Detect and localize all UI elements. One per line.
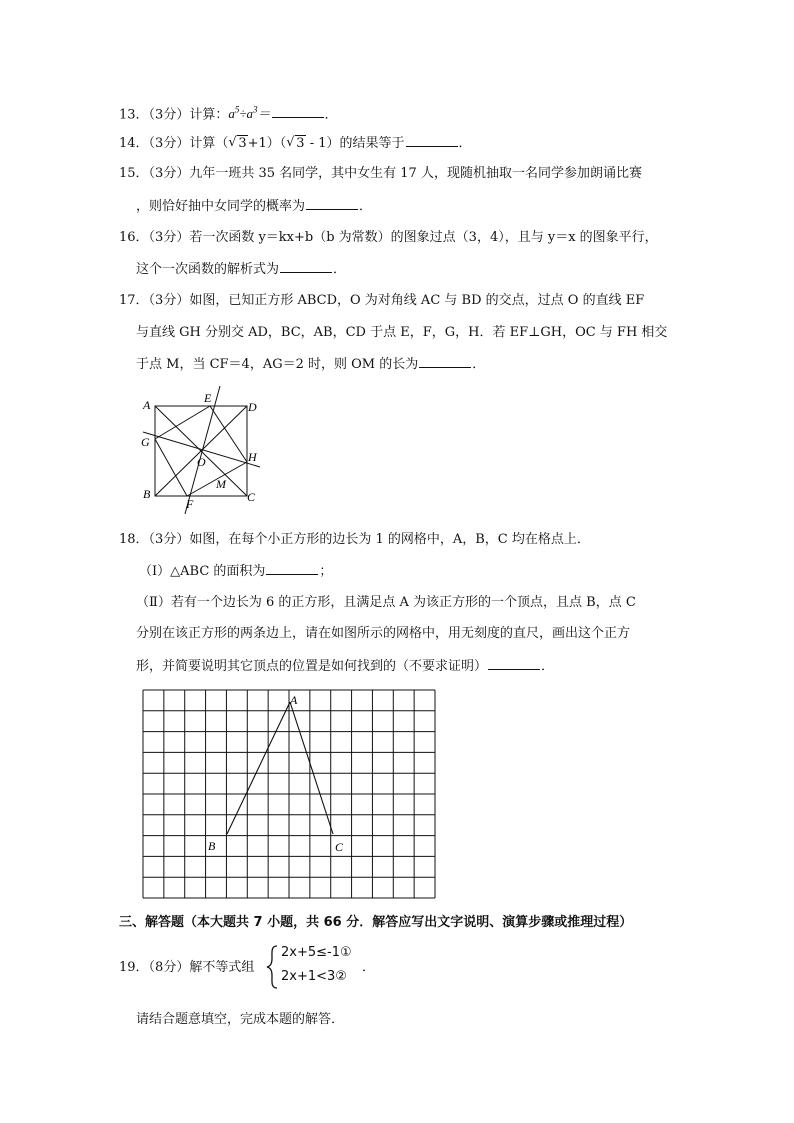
q18-part2-l2: 分别在该正方形的两条边上，请在如图所示的网格中，用无刻度的直尺，画出这个正方	[136, 626, 631, 641]
line-eg	[155, 406, 210, 439]
q18-part2-l3: 形，并简要说明其它顶点的位置是如何找到的（不要求证明）	[136, 659, 488, 674]
q17-answer-blank	[419, 354, 471, 368]
label-F: F	[186, 497, 194, 511]
section-3-heading	[119, 913, 632, 933]
q18-part2-blank	[488, 656, 540, 670]
q18-points: （3分）	[148, 532, 190, 547]
label-G: G	[141, 435, 150, 449]
q18-part1-tail: ；	[319, 564, 333, 579]
question-18	[119, 530, 590, 550]
q14-answer-blank	[406, 133, 458, 147]
q17-line3: 于点 M，当 CF＝4，AG＝2 时，则 OM 的长为	[136, 357, 419, 372]
label-A: A	[290, 693, 298, 707]
segment-ab	[227, 702, 290, 834]
q14-sqrt-2: √ 3	[286, 134, 305, 154]
q13-answer-blank	[272, 104, 324, 118]
question-16-line2	[136, 259, 346, 280]
q16-line2: 这个一次函数的解析式为	[136, 262, 280, 277]
q15-text: 九年一班共 35 名同学，其中女生有 17 人，现随机抽取一名同学参加朗诵比赛	[189, 166, 642, 181]
section-3-title: 三、解答题（本大题共 7 小题，共 66 分．解答应写出文字说明、演算步骤或推理过程）	[119, 915, 633, 930]
question-13	[119, 100, 338, 125]
q17-line1: 如图，已知正方形 ABCD，O 为对角线 AC 与 BD 的交点，过点 O 的直线 EF	[189, 293, 645, 308]
question-15	[119, 164, 642, 184]
q16-number: 16．	[119, 230, 149, 245]
label-H: H	[248, 450, 257, 464]
q19-inequality-1: 2x+5≤-1①	[281, 945, 352, 960]
q13-text: 计算：	[189, 107, 229, 123]
q13-number: 13．	[119, 107, 149, 123]
q18-part1-blank	[266, 561, 318, 575]
q19-number: 19．	[119, 960, 149, 975]
q18-number: 18．	[119, 532, 149, 547]
q16-line1: 若一次函数 y＝kx+b（b 为常数）的图象过点（3，4），且与 y＝x 的图象平行，	[189, 230, 658, 245]
q15-tail: ．	[359, 199, 373, 214]
q18-part2-l1: （Ⅱ）若有一个边长为 6 的正方形，且满足点 A 为该正方形的一个顶点，且点 B，点 C	[136, 595, 636, 610]
q19-points: （8分）	[148, 960, 190, 975]
question-16	[119, 228, 658, 248]
question-15-line2	[136, 196, 372, 217]
label-B: B	[143, 487, 151, 501]
question-18-part2-line3	[136, 656, 554, 677]
label-A: A	[143, 398, 151, 412]
q14-tail: ．	[458, 136, 472, 151]
label-C: C	[335, 840, 344, 854]
q14-pre: 计算（	[189, 136, 229, 151]
q15-number: 15．	[119, 166, 149, 181]
q14-number: 14．	[119, 136, 149, 151]
segment-ac	[290, 702, 333, 834]
figure-17-square-diagram	[135, 384, 270, 520]
q17-tail: ．	[472, 357, 486, 372]
q18-line1: 如图，在每个小正方形的边长为 1 的网格中，A，B，C 均在格点上．	[189, 532, 590, 547]
question-18-part1	[139, 561, 332, 582]
q19-brace	[265, 944, 279, 990]
label-B: B	[208, 839, 216, 853]
q19-note-text: 请结合题意填空，完成本题的解答．	[136, 1012, 345, 1027]
q16-tail: ．	[333, 262, 347, 277]
q15-line2: ，则恰好抽中女同学的概率为	[136, 199, 306, 214]
label-E: E	[204, 391, 212, 405]
q16-answer-blank	[280, 259, 332, 273]
figure-18-grid	[141, 688, 437, 900]
q13-tail: ．	[324, 107, 338, 123]
q17-points: （3分）	[148, 293, 190, 308]
q18-part1-text: （Ⅰ）△ABC 的面积为	[139, 564, 266, 579]
q14-sqrt-1: √ 3	[228, 134, 247, 154]
q16-points: （3分）	[148, 230, 190, 245]
label-M: M	[216, 477, 226, 491]
q19-inequality-2: 2x+1<3②	[281, 969, 347, 984]
question-17-line2	[136, 323, 667, 343]
q13-points: （3分）	[148, 107, 190, 123]
question-17-line3	[136, 354, 485, 375]
q15-answer-blank	[306, 196, 358, 210]
label-C: C	[247, 490, 256, 504]
q14-points: （3分）	[148, 136, 190, 151]
question-17	[119, 291, 644, 311]
question-14	[119, 133, 472, 154]
label-D: D	[248, 400, 257, 414]
q17-number: 17．	[119, 293, 149, 308]
line-gf	[155, 439, 187, 496]
q19-note	[136, 1010, 344, 1030]
q19-tail: ．	[362, 960, 376, 975]
q17-line2: 与直线 GH 分别交 AD，BC，AB，CD 于点 E，F，G，H．若 EF⊥GH，OC 与 FH 相交	[136, 325, 668, 340]
question-19	[119, 958, 254, 978]
label-O: O	[197, 455, 206, 469]
q14-mid2: - 1）的结果等于	[305, 136, 405, 151]
q15-points: （3分）	[148, 166, 190, 181]
q19-text: 解不等式组	[189, 960, 255, 975]
q18-part2-tail: ．	[541, 659, 555, 674]
q13-expression: $a^5\div a^3=$	[228, 105, 271, 122]
question-18-part2-line1	[136, 593, 636, 613]
question-18-part2-line2	[136, 624, 630, 644]
q14-mid1: +1）（	[247, 136, 287, 151]
